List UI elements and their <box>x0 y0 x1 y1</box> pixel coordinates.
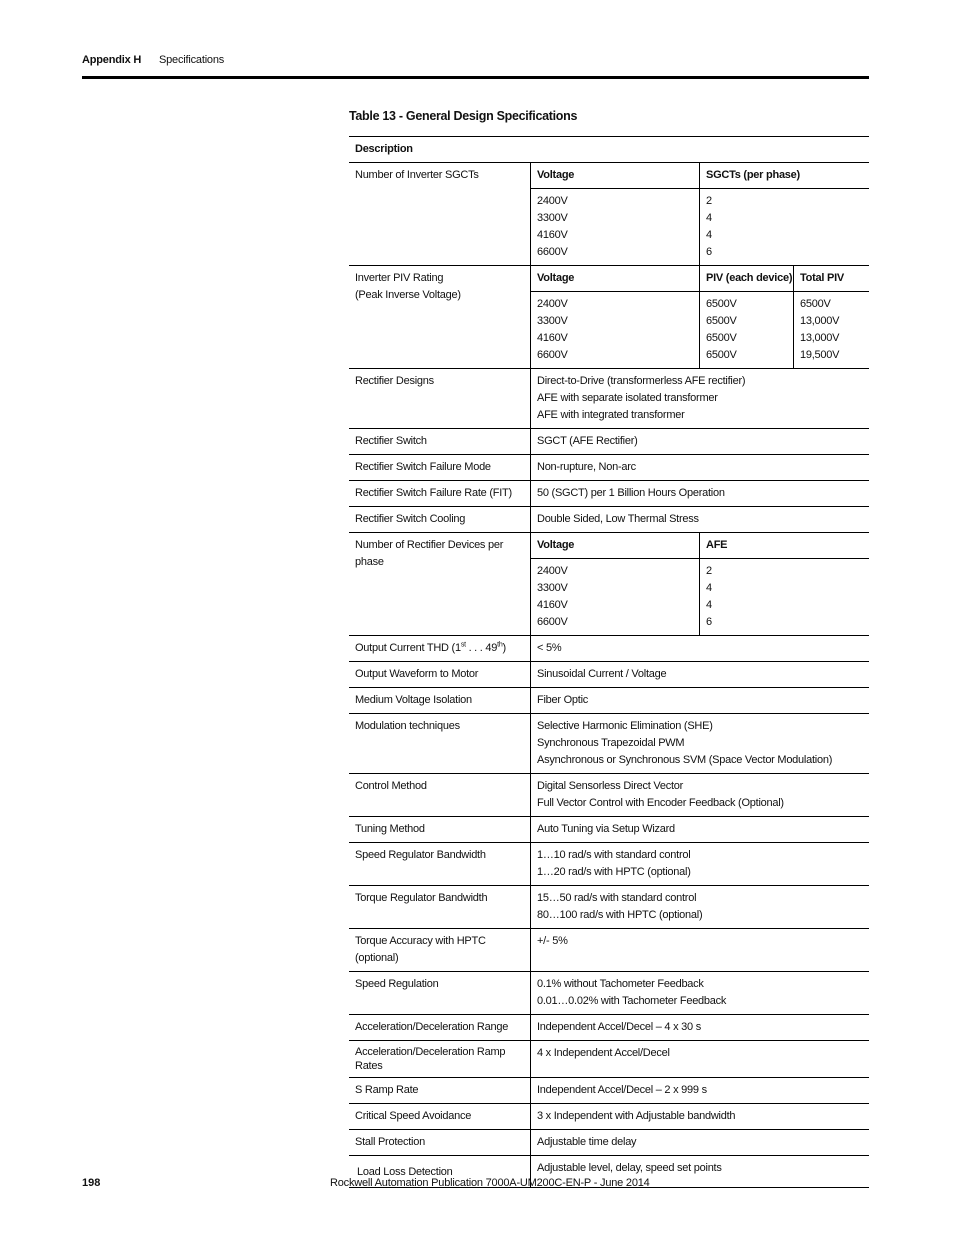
row-value: Adjustable time delay <box>531 1130 870 1156</box>
description-header: Description <box>349 137 869 163</box>
row-value: 15…50 rad/s with standard control 80…100 rad/s with HPTC (optional) <box>531 886 870 929</box>
row-label: Medium Voltage Isolation <box>349 688 531 714</box>
table-row <box>349 1078 869 1104</box>
subheader-voltage: Voltage <box>531 533 700 559</box>
table-row <box>349 774 869 817</box>
row-value: Fiber Optic <box>531 688 870 714</box>
table-row <box>349 507 869 533</box>
row-label: Output Current THD (1st . . . 49th) <box>349 636 531 662</box>
row-label: Torque Regulator Bandwidth <box>349 886 531 929</box>
row-label: Number of Inverter SGCTs <box>349 163 531 266</box>
table-row <box>349 1015 869 1041</box>
row-value: Independent Accel/Decel – 2 x 999 s <box>531 1078 870 1104</box>
row-value: 3 x Independent with Adjustable bandwidth <box>531 1104 870 1130</box>
row-value: Double Sided, Low Thermal Stress <box>531 507 870 533</box>
voltage-list: 2400V 3300V 4160V 6600V <box>531 559 700 636</box>
table-row <box>349 163 869 266</box>
table-row <box>349 929 869 972</box>
subheader-afe: AFE <box>700 533 870 559</box>
row-label: Load Loss Detection <box>349 1156 531 1188</box>
row-value: +/- 5% <box>531 929 870 972</box>
row-label: Output Waveform to Motor <box>349 662 531 688</box>
row-value: Adjustable level, delay, speed set points <box>531 1156 870 1188</box>
row-value: 4 x Independent Accel/Decel <box>531 1041 870 1078</box>
table-row <box>349 636 869 662</box>
page-header <box>82 52 869 79</box>
table-row <box>349 266 869 369</box>
row-label: Rectifier Switch Cooling <box>349 507 531 533</box>
row-value: 1…10 rad/s with standard control 1…20 rad/s with HPTC (optional) <box>531 843 870 886</box>
row-value: Selective Harmonic Elimination (SHE) Synchronous Trapezoidal PWM Asynchronous or Synchronous SVM (Space Vector Modulation) <box>531 714 870 774</box>
piv-each-list: 6500V 6500V 6500V 6500V <box>700 292 794 369</box>
subheader-piv-each: PIV (each device) <box>700 266 794 292</box>
table-title: Table 13 - General Design Specifications <box>349 109 578 123</box>
row-label: Rectifier Designs <box>349 369 531 429</box>
table-row <box>349 843 869 886</box>
subheader-total-piv: Total PIV <box>794 266 870 292</box>
row-label: Torque Accuracy with HPTC (optional) <box>349 929 531 972</box>
table-row <box>349 1041 869 1078</box>
inverter-sgct-subtable <box>531 163 869 265</box>
row-value: Sinusoidal Current / Voltage <box>531 662 870 688</box>
table-row <box>349 481 869 507</box>
table-row <box>349 886 869 929</box>
appendix-label: Appendix H <box>82 54 142 66</box>
row-label: Inverter PIV Rating (Peak Inverse Voltage) <box>349 266 531 369</box>
table-row <box>349 714 869 774</box>
row-value: Digital Sensorless Direct Vector Full Vector Control with Encoder Feedback (Optional) <box>531 774 870 817</box>
row-label: Stall Protection <box>349 1130 531 1156</box>
row-value: Non-rupture, Non-arc <box>531 455 870 481</box>
row-label: Acceleration/Deceleration Range <box>349 1015 531 1041</box>
page-number: 198 <box>82 1177 101 1189</box>
table-row <box>349 429 869 455</box>
row-value: Independent Accel/Decel – 4 x 30 s <box>531 1015 870 1041</box>
subheader-voltage: Voltage <box>531 266 700 292</box>
table-row <box>349 972 869 1015</box>
publication-info: Rockwell Automation Publication 7000A-UM200C-EN-P - June 2014 <box>330 1177 650 1189</box>
row-label: Rectifier Switch <box>349 429 531 455</box>
row-label: Speed Regulator Bandwidth <box>349 843 531 886</box>
table-row <box>349 662 869 688</box>
subheader-sgcts: SGCTs (per phase) <box>700 163 870 189</box>
row-label: Tuning Method <box>349 817 531 843</box>
row-value: SGCT (AFE Rectifier) <box>531 429 870 455</box>
row-value: 50 (SGCT) per 1 Billion Hours Operation <box>531 481 870 507</box>
row-label: Rectifier Switch Failure Mode <box>349 455 531 481</box>
row-label: Number of Rectifier Devices per phase <box>349 533 531 636</box>
sgct-count-list: 2 4 4 6 <box>706 195 712 258</box>
table-header-row <box>349 137 869 163</box>
voltage-list: 2400V 3300V 4160V 6600V <box>531 189 700 266</box>
row-value: Auto Tuning via Setup Wizard <box>531 817 870 843</box>
row-label: Rectifier Switch Failure Rate (FIT) <box>349 481 531 507</box>
row-label: S Ramp Rate <box>349 1078 531 1104</box>
row-value: 0.1% without Tachometer Feedback 0.01…0.02% with Tachometer Feedback <box>531 972 870 1015</box>
row-label: Modulation techniques <box>349 714 531 774</box>
row-value: < 5% <box>531 636 870 662</box>
afe-count-list: 2 4 4 6 <box>706 565 712 628</box>
table-row <box>349 1104 869 1130</box>
row-value: Direct-to-Drive (transformerless AFE rectifier) AFE with separate isolated transformer AFE with integrated transformer <box>531 369 870 429</box>
table-row <box>349 817 869 843</box>
piv-subtable <box>531 266 869 368</box>
rectifier-devices-subtable <box>531 533 869 635</box>
row-label: Speed Regulation <box>349 972 531 1015</box>
section-label: Specifications <box>159 54 225 66</box>
table-row <box>349 369 869 429</box>
subheader-voltage: Voltage <box>531 163 700 189</box>
voltage-list: 2400V 3300V 4160V 6600V <box>531 292 700 369</box>
table-row <box>349 533 869 636</box>
spec-table <box>349 136 869 1188</box>
table-row <box>349 455 869 481</box>
table-row <box>349 688 869 714</box>
table-row <box>349 1130 869 1156</box>
row-label: Control Method <box>349 774 531 817</box>
piv-total-list: 6500V 13,000V 13,000V 19,500V <box>800 298 840 361</box>
row-label: Acceleration/Deceleration Ramp Rates <box>349 1041 531 1078</box>
row-label: Critical Speed Avoidance <box>349 1104 531 1130</box>
